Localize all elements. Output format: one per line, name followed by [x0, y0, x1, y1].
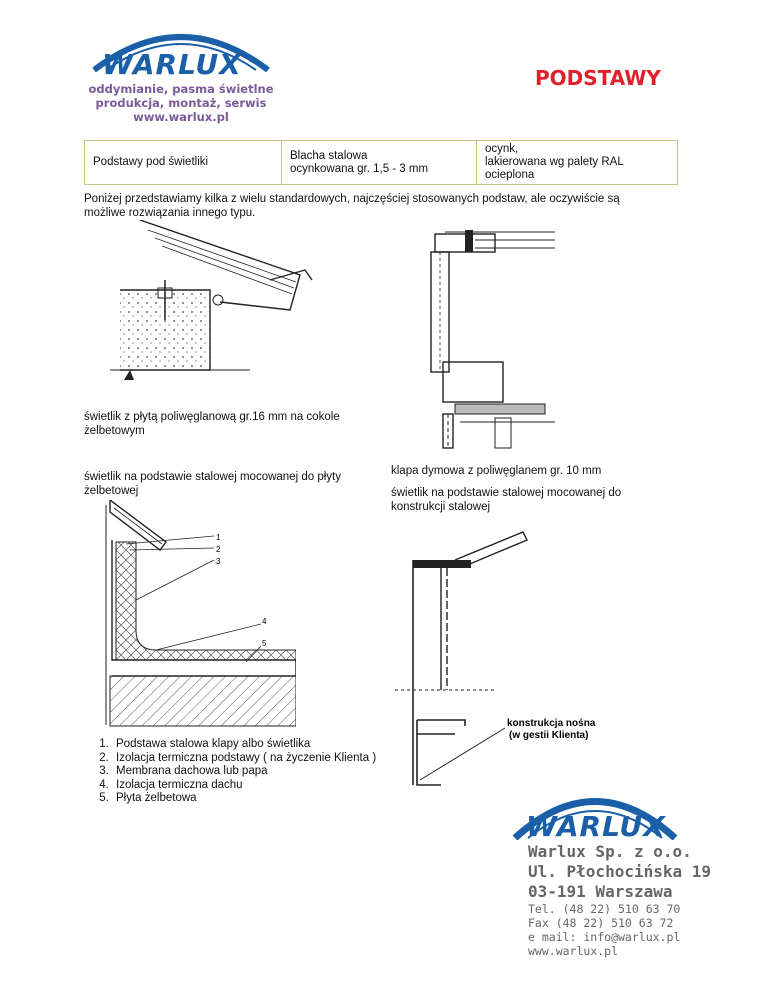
- caption-line: konstrukcji stalowej: [391, 501, 491, 513]
- list-item: 3. Membrana dachowa lub papa: [112, 765, 452, 779]
- list-item: 1. Podstawa stalowa klapy albo świetlika: [112, 738, 452, 752]
- tagline-line: oddymianie, pasma świetlne: [88, 82, 274, 96]
- caption-line: świetlik na podstawie stalowej mocowanej do płyty: [84, 471, 341, 483]
- spec-text: ocynkowana gr. 1,5 - 3 mm: [290, 162, 429, 175]
- figure-concrete-upstand: [100, 220, 330, 390]
- website-link[interactable]: www.warlux.pl: [528, 944, 619, 958]
- fax: Fax (48 22) 510 63 72: [528, 916, 674, 930]
- structure-label-note: (w gestii Klienta): [509, 730, 589, 741]
- spec-cell-finish: [477, 141, 678, 185]
- figure-smoke-flap: [415, 222, 560, 450]
- spec-table: [84, 140, 678, 185]
- caption-line: świetlik z płytą poliwęglanową gr.16 mm na cokole: [84, 411, 340, 423]
- callout-5: 5: [262, 639, 267, 648]
- caption-line: żelbetowym: [84, 425, 145, 437]
- spec-cell-material: [282, 141, 477, 185]
- spec-text: Podstawy pod świetliki: [93, 156, 209, 168]
- city: 03-191 Warszawa: [528, 882, 673, 901]
- street: Ul. Płochocińska 19: [528, 862, 712, 881]
- logo-text: WARLUX: [526, 810, 666, 843]
- footer-logo: [510, 780, 680, 843]
- spec-cell-type: [85, 141, 282, 185]
- callout-3: 3: [216, 557, 221, 566]
- legend-list: [84, 738, 452, 806]
- caption-line: klapa dymowa z poliwęglanem gr. 10 mm: [391, 465, 602, 477]
- phone: Tel. (48 22) 510 63 70: [528, 902, 681, 916]
- callout-1: 1: [216, 533, 221, 542]
- caption-line: świetlik na podstawie stalowej mocowanej do: [391, 487, 622, 499]
- caption-fig4: [391, 486, 711, 514]
- structure-label: konstrukcja nośna: [507, 718, 596, 729]
- tagline-line: produkcja, montaż, serwis: [95, 96, 267, 110]
- spec-text: lakierowana wg palety RAL: [485, 156, 624, 168]
- intro-line: Poniżej przedstawiamy kilka z wielu standardowych, najczęściej stosowanych podstaw, ale oczywiście są: [84, 193, 620, 205]
- intro-line: możliwe rozwiązania innego typu.: [84, 207, 256, 219]
- caption-fig2: [391, 464, 711, 478]
- list-item: 4. Izolacja termiczna dachu: [112, 779, 452, 793]
- company-name: Warlux Sp. z o.o.: [528, 842, 692, 861]
- caption-line: żelbetowej: [84, 485, 139, 497]
- tagline-line: www.warlux.pl: [133, 110, 229, 124]
- contact-block: [528, 842, 758, 958]
- logo-text: WARLUX: [102, 48, 242, 81]
- list-item: 2. Izolacja termiczna podstawy ( na życzenie Klienta ): [112, 752, 452, 766]
- spec-text: Blacha stalowa: [290, 149, 368, 162]
- page-title: PODSTAWY: [535, 66, 661, 90]
- figure-steel-base-slab: [96, 500, 296, 732]
- intro-text: [84, 192, 684, 220]
- list-item: 5. Płyta żelbetowa: [112, 792, 452, 806]
- caption-fig1: [84, 410, 384, 438]
- callout-4: 4: [262, 617, 267, 626]
- spec-text: ocieplona: [485, 169, 535, 181]
- spec-text: ocynk,: [485, 143, 519, 155]
- caption-fig3: [84, 470, 384, 498]
- callout-2: 2: [216, 545, 221, 554]
- header-logo: [86, 22, 276, 132]
- logo-tagline: [86, 82, 276, 124]
- email-link[interactable]: e mail: info@warlux.pl: [528, 930, 681, 944]
